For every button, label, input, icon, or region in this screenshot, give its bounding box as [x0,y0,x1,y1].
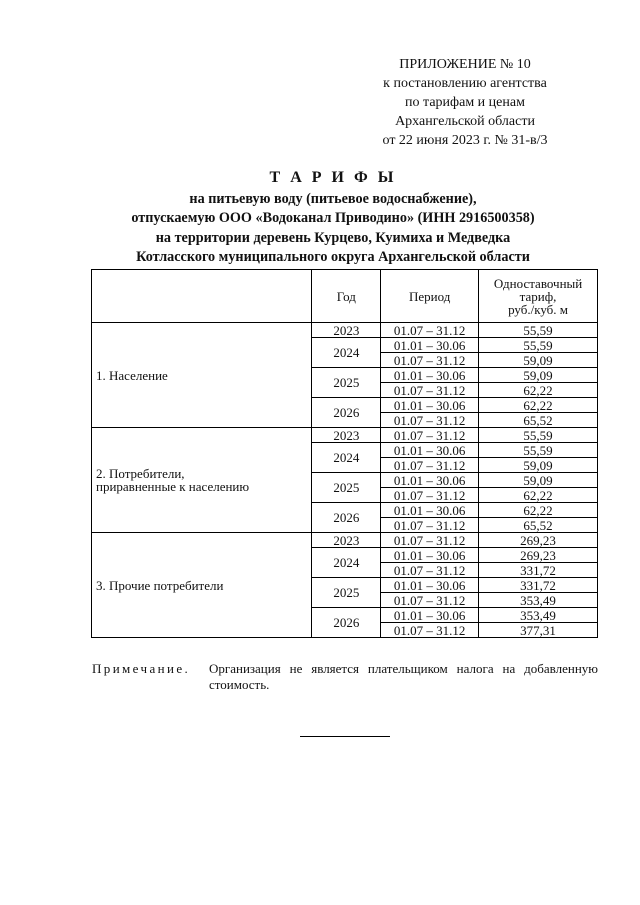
header-tariff-line-2: тариф, [519,288,557,304]
period-cell: 01.07 – 31.12 [381,323,479,338]
year-cell: 2023 [312,428,381,443]
appendix-date: от 22 июня 2023 г. № 31-в/3 [382,133,548,148]
period-cell: 01.01 – 30.06 [381,368,479,383]
table-header [92,270,598,323]
tariff-value-cell: 353,49 [479,593,598,608]
year-cell: 2026 [312,608,381,638]
category-label: 3. Прочие потребители [96,577,224,593]
year-cell: 2025 [312,473,381,503]
category-cell [92,428,312,533]
year-cell: 2026 [312,398,381,428]
document-title [60,168,606,268]
title-line-3: на территории деревень Курцево, Куимиха и Медведка [155,229,511,246]
appendix-line-3: по тарифам и ценам [405,95,525,110]
table-row [92,533,598,548]
tariff-value-cell: 55,59 [479,323,598,338]
tariff-value-cell: 55,59 [479,338,598,353]
year-cell: 2025 [312,578,381,608]
tariff-value-cell: 269,23 [479,548,598,563]
year-cell: 2023 [312,323,381,338]
year-cell: 2025 [312,368,381,398]
period-cell: 01.07 – 31.12 [381,413,479,428]
period-cell: 01.07 – 31.12 [381,353,479,368]
tariff-value-cell: 55,59 [479,428,598,443]
tariff-value-cell: 269,23 [479,533,598,548]
tariff-value-cell: 62,22 [479,503,598,518]
table-row [92,323,598,338]
tariff-table [91,269,598,638]
tariff-value-cell: 59,09 [479,458,598,473]
year-cell: 2026 [312,503,381,533]
note [92,661,598,693]
note-label: Примечание. [92,661,191,676]
period-cell: 01.01 – 30.06 [381,443,479,458]
period-cell: 01.01 – 30.06 [381,398,479,413]
tariff-value-cell: 62,22 [479,383,598,398]
period-cell: 01.07 – 31.12 [381,458,479,473]
category-label-continued: приравненные к населению [96,479,250,494]
header-year: Год [312,270,381,323]
tariff-value-cell: 331,72 [479,578,598,593]
tariff-value-cell: 59,09 [479,473,598,488]
category-label: 1. Население [96,367,168,383]
appendix-line-2: к постановлению агентства [383,76,547,91]
period-cell: 01.01 – 30.06 [381,338,479,353]
year-cell: 2024 [312,548,381,578]
title-line-2: отпускаемую ООО «Водоканал Приводино» (ИНН 2916500358) [131,210,535,226]
period-cell: 01.07 – 31.12 [381,593,479,608]
header-tariff-line-1: Одноставочный [493,275,583,291]
tariff-value-cell: 62,22 [479,398,598,413]
period-cell: 01.07 – 31.12 [381,563,479,578]
tariff-value-cell: 59,09 [479,368,598,383]
period-cell: 01.07 – 31.12 [381,533,479,548]
period-cell: 01.01 – 30.06 [381,548,479,563]
table-row [92,428,598,443]
title-heading: Т А Р И Ф Ы [269,169,397,186]
note-text: Организация не является плательщиком налога на добавленную стоимость. [209,661,598,692]
year-cell: 2024 [312,443,381,473]
category-label: 2. Потребители, [96,466,185,481]
header-period: Период [381,270,479,323]
header-tariff-line-3: руб./куб. м [508,301,568,317]
appendix-number: ПРИЛОЖЕНИЕ № 10 [399,57,531,72]
period-cell: 01.07 – 31.12 [381,623,479,638]
tariff-value-cell: 65,52 [479,518,598,533]
table-body [92,323,598,638]
period-cell: 01.07 – 31.12 [381,428,479,443]
period-cell: 01.01 – 30.06 [381,503,479,518]
period-cell: 01.01 – 30.06 [381,473,479,488]
category-cell [92,323,312,428]
title-line-4: Котласского муниципального округа Архангельской области [136,249,530,265]
period-cell: 01.07 – 31.12 [381,383,479,398]
tariff-value-cell: 55,59 [479,443,598,458]
category-cell [92,533,312,638]
header-tariff [479,270,598,323]
appendix-line-4: Архангельской области [395,114,535,129]
tariff-value-cell: 353,49 [479,608,598,623]
tariff-value-cell: 377,31 [479,623,598,638]
closing-line [300,736,390,737]
tariff-value-cell: 65,52 [479,413,598,428]
tariff-value-cell: 59,09 [479,353,598,368]
year-cell: 2023 [312,533,381,548]
header-category [92,270,312,323]
tariff-value-cell: 331,72 [479,563,598,578]
title-line-1: на питьевую воду (питьевое водоснабжение), [189,190,477,207]
period-cell: 01.07 – 31.12 [381,518,479,533]
tariff-value-cell: 62,22 [479,488,598,503]
appendix-header [340,55,590,150]
period-cell: 01.01 – 30.06 [381,608,479,623]
period-cell: 01.01 – 30.06 [381,578,479,593]
period-cell: 01.07 – 31.12 [381,488,479,503]
year-cell: 2024 [312,338,381,368]
